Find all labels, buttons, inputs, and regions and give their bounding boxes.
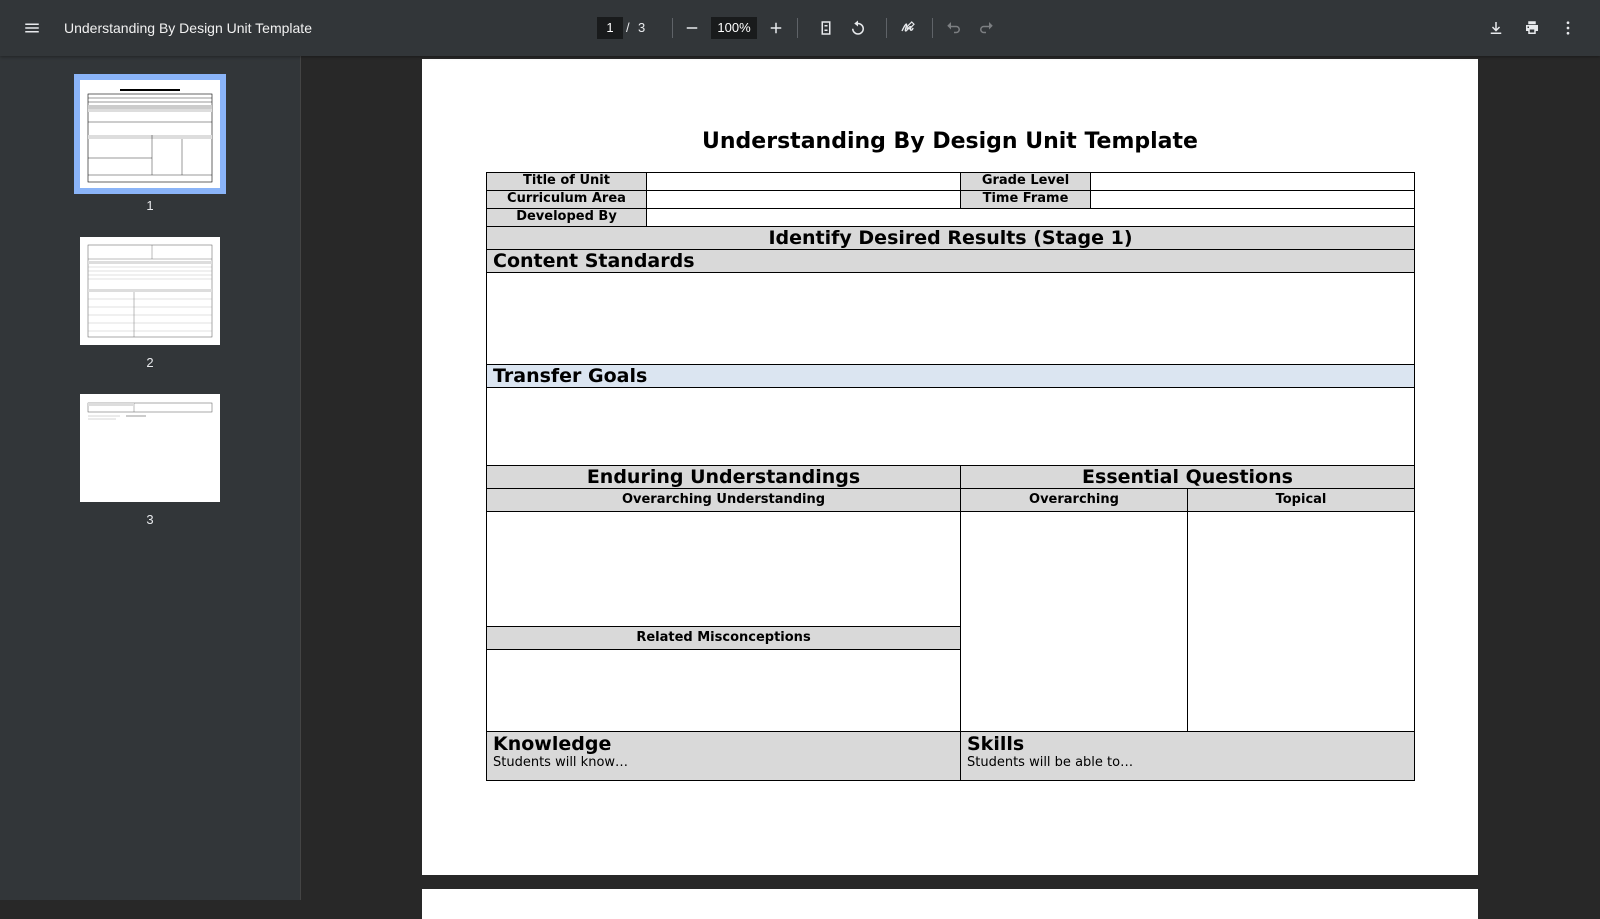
related-misconceptions-field[interactable] [487, 650, 961, 732]
topical-questions-heading: Topical [1188, 489, 1415, 512]
overarching-questions-heading: Overarching [961, 489, 1188, 512]
page-total: 3 [638, 20, 646, 35]
skills-heading: Skills [967, 733, 1025, 755]
content-standards-heading: Content Standards [487, 250, 1415, 273]
page-thumbnail-preview [80, 80, 220, 188]
related-misconceptions-heading: Related Misconceptions [487, 627, 961, 650]
redo-icon[interactable] [970, 12, 1002, 44]
toolbar-divider [886, 18, 887, 38]
annotate-icon[interactable] [892, 12, 924, 44]
more-icon[interactable] [1552, 12, 1584, 44]
curriculum-area-field[interactable] [647, 191, 961, 209]
toolbar-divider [932, 18, 933, 38]
page-thumbnail-preview [80, 237, 220, 345]
thumbnail-label: 3 [146, 512, 154, 527]
fit-page-icon[interactable] [810, 12, 842, 44]
transfer-goals-heading: Transfer Goals [487, 365, 1415, 388]
title-of-unit-field[interactable] [647, 173, 961, 191]
rotate-icon[interactable] [842, 12, 874, 44]
page-thumbnail-2[interactable] [80, 237, 220, 345]
zoom-out-icon[interactable] [676, 12, 708, 44]
curriculum-area-label: Curriculum Area [487, 191, 647, 209]
unit-template-table [486, 172, 1415, 781]
knowledge-cell[interactable] [487, 732, 961, 781]
grade-level-label: Grade Level [961, 173, 1091, 191]
skills-cell[interactable] [961, 732, 1415, 781]
zoom-level-input[interactable]: 100% [711, 17, 757, 39]
pdf-page-2 [422, 889, 1478, 919]
toolbar-divider [797, 18, 798, 38]
overarching-questions-field[interactable] [961, 512, 1188, 732]
page-thumbnail-1[interactable] [80, 80, 220, 188]
page-thumbnail-3[interactable] [80, 394, 220, 502]
overarching-understanding-field[interactable] [487, 512, 961, 627]
title-of-unit-label: Title of Unit [487, 173, 647, 191]
grade-level-field[interactable] [1091, 173, 1415, 191]
page-separator: / [626, 20, 630, 35]
page-number-input[interactable]: 1 [597, 17, 623, 39]
thumbnail-sidebar [0, 56, 301, 900]
pdf-toolbar [0, 0, 1600, 56]
toolbar-divider [672, 18, 673, 38]
essential-questions-heading: Essential Questions [961, 466, 1415, 489]
document-title: Understanding By Design Unit Template [64, 20, 312, 36]
skills-prompt: Students will be able to… [967, 755, 1134, 770]
page-thumbnail-preview [80, 394, 220, 502]
download-icon[interactable] [1480, 12, 1512, 44]
pdf-page-1 [422, 59, 1478, 875]
time-frame-label: Time Frame [961, 191, 1091, 209]
developed-by-field[interactable] [647, 209, 1415, 227]
content-standards-field[interactable] [487, 273, 1415, 365]
print-icon[interactable] [1516, 12, 1548, 44]
menu-icon[interactable] [16, 12, 48, 44]
overarching-understanding-heading: Overarching Understanding [487, 489, 961, 512]
knowledge-prompt: Students will know… [493, 755, 629, 770]
thumbnail-label: 1 [146, 198, 154, 213]
enduring-understandings-heading: Enduring Understandings [487, 466, 961, 489]
thumbnail-label: 2 [146, 355, 154, 370]
topical-questions-field[interactable] [1188, 512, 1415, 732]
zoom-in-icon[interactable] [760, 12, 792, 44]
developed-by-label: Developed By [487, 209, 647, 227]
knowledge-heading: Knowledge [493, 733, 612, 755]
stage-1-heading: Identify Desired Results (Stage 1) [487, 227, 1415, 250]
page-title: Understanding By Design Unit Template [702, 129, 1198, 154]
transfer-goals-field[interactable] [487, 388, 1415, 466]
time-frame-field[interactable] [1091, 191, 1415, 209]
undo-icon[interactable] [938, 12, 970, 44]
